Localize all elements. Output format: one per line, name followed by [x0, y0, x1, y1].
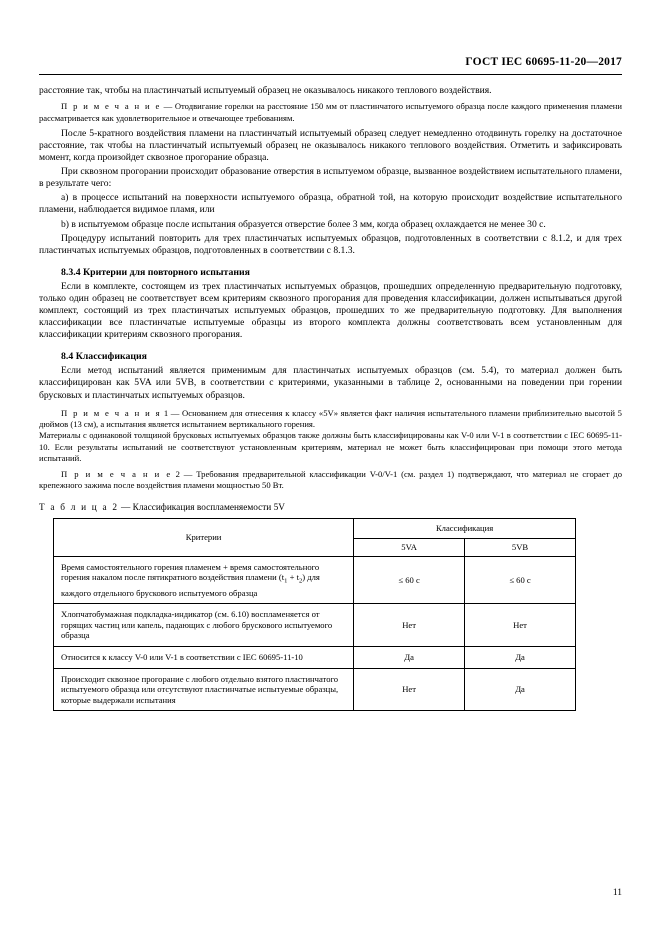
table-caption — [39, 503, 622, 513]
criteria-subscript-2: 2 — [298, 577, 303, 585]
page-number: 11 — [612, 888, 622, 898]
paragraph-item-a: a) в процессе испытаний на поверхности испытуемого образца, обратной той, на которую происходит воздействие испытательного пламени, наблюдается видимое пламя, или — [39, 192, 622, 216]
table-cell-criteria-4: Происходит сквозное прогорание с любого отдельно взятого пластинчатого испытуемого образца или отсутствуют пластинчатые испытуемые образцы, которые выдержали испытания — [54, 668, 354, 711]
table-cell-5va-1: ≤ 60 с — [354, 556, 465, 604]
section-heading-8-4: 8.4 Классификация — [61, 351, 147, 363]
section-heading-8-3-4: 8.3.4 Критерии для повторного испытания — [61, 266, 250, 278]
paragraph-after-5-applications: После 5-кратного воздействия пламени на пластинчатый испытуемый образец следует немедленно отодвинуть горелку на достаточное расстояние, так чтобы на пластинчатый испытуемый образец не оказывалось никакого теплового воздействия. Отметить и зафиксировать момент, когда произойдет сквозное прогорание образца. — [39, 127, 622, 164]
table-header-row — [54, 519, 576, 539]
criteria-subscript-1: 1 — [284, 577, 288, 585]
paragraph-repeat-procedure: Процедуру испытаний повторить для трех пластинчатых испытуемых образцов, подготовленных в соответствии с 8.1.2, и для трех пластинчатых испытуемых образцов, подготовленных в соответствии с 8.1.3. — [39, 232, 622, 256]
table-cell-5vb-4: Да — [465, 668, 576, 711]
note-text: — Отодвигание горелки на расстояние 150 мм от пластинчатого испытуемого образца после каждого применения пламени рассматривается как удовлетворительное и отвечающее требованиям. — [39, 101, 622, 123]
paragraph-item-b: b) в испытуемом образце после испытания образуется отверстие более 3 мм, когда образец охлаждается не менее 30 с. — [61, 218, 546, 230]
column-header-5va: 5VA — [354, 539, 465, 557]
note-3 — [39, 469, 622, 492]
classification-table — [53, 518, 576, 711]
criteria-text-mid: + t — [287, 572, 299, 583]
table-cell-5vb-2: Нет — [465, 604, 576, 647]
criteria-text-part2: ) для каждого отдельного брускового испытуемого образца — [61, 572, 320, 598]
table-row — [54, 668, 576, 711]
column-header-5vb: 5VB — [465, 539, 576, 557]
table-cell-5vb-3: Да — [465, 646, 576, 668]
table-cell-criteria-1 — [54, 556, 354, 604]
table-row — [54, 604, 576, 647]
note-label: П р и м е ч а н и я — [61, 407, 162, 418]
note-text: 1 — Основанием для отнесения к классу «5V» является факт наличия испытательного пламени приблизительно высотой 5 дюймов (13 см), а испытания является испытанием вертикального горения. — [39, 407, 622, 429]
table-caption-text: — Классификация воспламеняемости 5V — [118, 503, 285, 514]
note-label: П р и м е ч а н и е — [61, 468, 172, 479]
paragraph-retest-criteria: Если в комплекте, состоящем из трех пластинчатых испытуемых образцов, прошедших определенную предварительную подготовку, только один образец не соответствует всем критериям сквозного прогорания для проведения классификации, должен испытываться другой комплект, состоящий из трех пластинчатых испытуемых образцов, прошедших то же предварительную подготовку. Для выполнения классификации все пластинчатые испытуемые образцы из второго комплекта должны соответствовать всем установленным для классификации критериям сквозного прогорания. — [39, 280, 622, 341]
paragraph-continuation: расстояние так, чтобы на пластинчатый испытуемый образец не оказывалось никакого теплового воздействия. — [39, 85, 492, 96]
table-cell-5va-3: Да — [354, 646, 465, 668]
table-cell-5va-2: Нет — [354, 604, 465, 647]
note-2-continuation: Материалы с одинаковой толщиной брусковых испытуемых образцов также должны быть классифицированы как V-0 или V-1 в соответствии с IEC 60695-11-10. Если результаты испытаний не соответствуют установленным критериям, материал не может быть классифицирован при помощи этого метода испытаний. — [39, 430, 622, 464]
column-header-criteria: Критерии — [54, 519, 354, 556]
note-label: П р и м е ч а н и е — [61, 101, 161, 112]
note-text: 2 — Требования предварительной классификации V-0/V-1 (см. раздел 1) подтверждают, что материал не сгорает до крепежного зажима после воздействия пламени мощностью 50 Вт. — [39, 468, 622, 491]
table-row — [54, 646, 576, 668]
note-2 — [39, 408, 622, 431]
table-row — [54, 556, 576, 604]
header-divider — [39, 74, 622, 75]
paragraph-classification: Если метод испытаний является применимым для пластинчатых испытуемых образцов (см. 5.4), то материал должен быть классифицирован как 5VA или 5VB, в соответствии с критериями, указанными в таблице 2, основанными на поведении при горении брусковых и пластинчатых испытуемых образцов. — [39, 365, 622, 401]
criteria-text-part1: Время самостоятельного горения пламенем + время самостоятельного горения накалом после пятикратного воздействия пламени (t — [61, 561, 320, 583]
table-cell-5va-4: Нет — [354, 668, 465, 711]
table-cell-5vb-1: ≤ 60 с — [465, 556, 576, 604]
paragraph-burnthrough-definition: При сквозном прогорании происходит образование отверстия в испытуемом образце, вызванное воздействием испытательного пламени, в результате чего: — [39, 166, 622, 190]
table-cell-criteria-2: Хлопчатобумажная подкладка-индикатор (см. 6.10) воспламеняется от горящих частиц или капель, падающих с любого брускового испытуемого образца — [54, 604, 354, 647]
table-cell-criteria-3: Относится к классу V-0 или V-1 в соответствии с IEC 60695-11-10 — [54, 646, 354, 668]
column-header-classification: Классификация — [354, 519, 576, 539]
document-body — [39, 85, 622, 711]
note-1 — [39, 101, 622, 124]
table-caption-label: Т а б л и ц а 2 — [39, 503, 119, 514]
page-header-standard-title: ГОСТ IEC 60695-11-20—2017 — [465, 56, 622, 68]
